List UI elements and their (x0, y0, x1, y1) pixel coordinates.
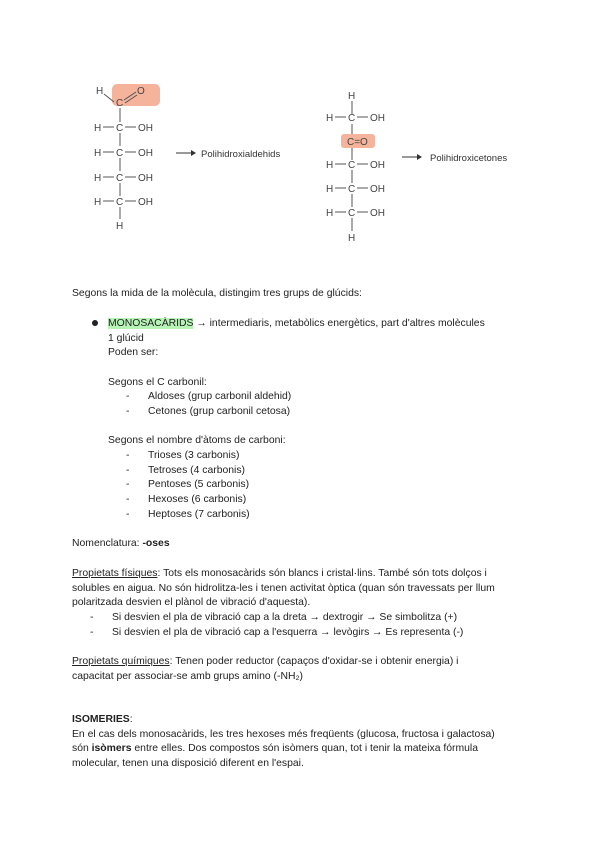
atom-oh: OH (370, 184, 385, 195)
bullet-dot (92, 320, 98, 326)
atom-c: C (116, 123, 124, 134)
atom-c: C (348, 208, 356, 219)
mono-line-2: Poden ser: (108, 347, 159, 358)
chemical-properties-line-1: Propietats químiques: Tenen poder reductor (capaços d'oxidar-se i obtenir energia) i (72, 656, 459, 667)
ketone-label: Polihidroxicetones (430, 153, 508, 164)
atom-h: H (94, 123, 102, 134)
chemical-properties-line-2: capacitat per associar-se amb grups amino (-NH₂) (72, 671, 303, 682)
list-item: - Heptoses (7 carbonis) (126, 509, 250, 520)
atom-c: C (348, 160, 356, 171)
atom-h: H (94, 148, 102, 159)
atom-o: O (137, 86, 145, 97)
atom-h: H (348, 233, 356, 244)
list-item: - Si desvien el pla de vibració cap a l'esquerra → levògirs → Es representa (-) (90, 627, 464, 638)
atom-h: H (94, 173, 102, 184)
atom-oh: OH (370, 160, 385, 171)
list-item: - Trioses (3 carbonis) (126, 450, 240, 461)
atom-c: C (116, 148, 124, 159)
physical-properties-line-3: polaritzada desvien el plànol de vibració d'aquesta). (72, 597, 311, 608)
atom-h: H (326, 113, 334, 124)
atom-c: C (348, 184, 356, 195)
list-item: - Si desvien el pla de vibració cap a la dreta → dextrogir → Se simbolitza (+) (90, 612, 458, 623)
carbohydrate-structures-figure (0, 0, 600, 260)
physical-properties-line-1: Propietats físiques: Tots els monosacàrids són blancs i cristal·lins. També són tots dolços i (72, 568, 487, 579)
list-item: - Cetones (grup carbonil cetosa) (126, 406, 291, 417)
atom-c: C (348, 113, 356, 124)
atom-h: H (94, 197, 102, 208)
list-item: - Tetroses (4 carbonis) (126, 465, 246, 476)
atom-oh: OH (138, 173, 153, 184)
isomers-line-1: En el cas dels monosacàrids, les tres hexoses més freqüents (glucosa, fructosa i galactosa) (72, 729, 495, 740)
atom-oh: OH (370, 113, 385, 124)
atom-h: H (326, 160, 334, 171)
atom-h: H (348, 91, 356, 102)
ketone-structure (326, 91, 385, 244)
atom-h: H (96, 86, 104, 97)
arrow-head (191, 150, 196, 156)
atom-oh: OH (138, 148, 153, 159)
isomers-line-3: molecular, tenen una disposició diferent en l'espai. (72, 758, 304, 769)
list-item: - Pentoses (5 carbonis) (126, 479, 250, 490)
mono-line-1: 1 glúcid (108, 333, 144, 344)
carbon-heading: Segons el nombre d'àtoms de carboni: (108, 435, 286, 446)
atom-c: C (116, 173, 124, 184)
physical-properties-title: Propietats físiques (72, 568, 158, 579)
atom-oh: OH (138, 197, 153, 208)
atom-c: C (116, 98, 124, 109)
carbonyl-heading: Segons el C carbonil: (108, 377, 207, 388)
atom-c: C (116, 197, 124, 208)
aldehyde-label: Polihidroxialdehids (201, 149, 281, 160)
physical-properties-line-2: solubles en aigua. No són hidrolitza-les i tenen activitat òptica (quan són travessats per llum (72, 583, 495, 594)
atom-h: H (326, 208, 334, 219)
atom-h: H (116, 221, 124, 232)
monosaccharides-title: MONOSACÀRIDS (108, 318, 194, 329)
list-item: - Aldoses (grup carbonil aldehid) (126, 391, 292, 402)
isomers-heading: ISOMERIES: (72, 714, 133, 725)
chemical-properties-title: Propietats químiques (72, 656, 170, 667)
isomers-line-2: són isòmers entre elles. Dos compostos són isòmers quan, tot i tenir la mateixa fórmula (72, 743, 479, 754)
atom-oh: OH (138, 123, 153, 134)
monosaccharides-bullet (92, 317, 485, 332)
nomenclature: Nomenclatura: -oses (72, 538, 170, 549)
atom-oh: OH (370, 208, 385, 219)
arrow-head (417, 154, 422, 160)
atom-h: H (326, 184, 334, 195)
intro-text: Segons la mida de la molècula, distingim tres grups de glúcids: (72, 288, 362, 299)
monosaccharides-description: → intermediaris, metabòlics energètics, part d'altres molècules (193, 318, 485, 329)
aldehyde-structure (94, 84, 160, 232)
list-item: - Hexoses (6 carbonis) (126, 494, 247, 505)
ketone-group: C=O (347, 137, 368, 148)
